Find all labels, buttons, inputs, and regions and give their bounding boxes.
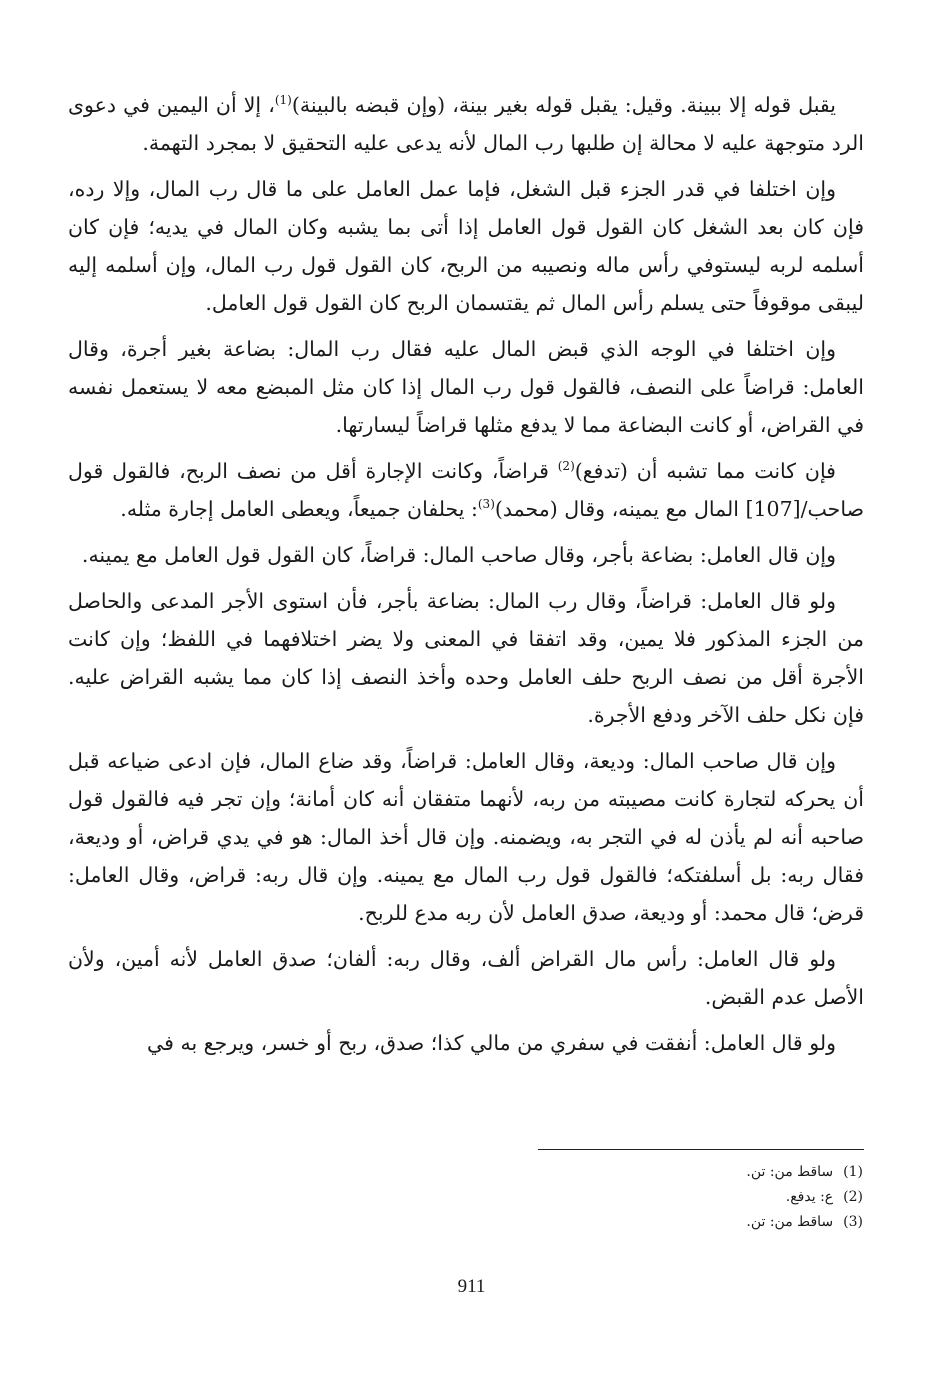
footnote-divider [538, 1149, 864, 1150]
footnote-item [463, 1210, 863, 1235]
footnote-ref: (2) [557, 459, 575, 474]
page-body [68, 86, 864, 1070]
paragraph: وإن قال صاحب المال: وديعة، وقال العامل: قراضاً، وقد ضاع المال، فإن ادعى ضياعه قبل أن يحركه لتجارة كانت مصيبته من ربه، لأنهما متفقان أنه كان أمانة؛ وإن تجر فيه فالقول قول صاحبه أنه لم يأذن له في التجر به، ويضمنه. وإن قال أخذ المال: هو في يدي قراض، أو وديعة، فقال ربه: بل أسلفتكه؛ فالقول قول رب المال مع يمينه. وإن قال ربه: قراض، وقال العامل: قرض؛ قال محمد: أو وديعة، صدق العامل لأن ربه مدع للربح. [68, 749, 864, 925]
paragraph: وإن اختلفا في قدر الجزء قبل الشغل، فإما عمل العامل على ما قال رب المال، وإلا رده، فإن كان بعد الشغل كان القول قول العامل إذا أتى بما يشبه وكان المال في يديه؛ فإن كان أسلمه لربه ليستوفي رأس ماله ونصيبه من الربح، كان القول قول رب المال، وإن أسلمه إليه ليبقى موقوفاً حتى يسلم رأس المال ثم يقتسمان الربح كان القول قول العامل. [68, 177, 864, 315]
footnotes [463, 1160, 863, 1235]
paragraph: فإن كانت مما تشبه أن (تدفع)$^{(2)}$ قراضاً، وكانت الإجارة أقل من نصف الربح، فالقول قول صاحب/[107] المال مع يمينه، وقال (محمد)$^{(3)}$: يحلفان جميعاً، ويعطى العامل إجارة مثله. [68, 459, 864, 521]
footnote-number: (1) [843, 1164, 863, 1180]
footnote-text: ع: يدفع. [785, 1189, 834, 1205]
footnote-ref: (3) [477, 497, 495, 512]
footnote-number: (3) [843, 1214, 863, 1230]
paragraph: وإن اختلفا في الوجه الذي قبض المال عليه فقال رب المال: بضاعة بغير أجرة، وقال العامل: قراضاً على النصف، فالقول قول رب المال إذا كان مثل المبضع معه لا يستعمل نفسه في القراض، أو كانت البضاعة مما لا يدفع مثلها قراضاً ليسارتها. [68, 337, 864, 437]
footnote-item [463, 1185, 863, 1210]
paragraph: يقبل قوله إلا ببينة. وقيل: يقبل قوله بغير بينة، (وإن قبضه بالبينة)$^{(1)}$، إلا أن اليمين في دعوى الرد متوجهة عليه لا محالة إن طلبها رب المال لأنه يدعى عليه التحقيق لا بمجرد التهمة. [68, 93, 864, 155]
paragraph: ولو قال العامل: أنفقت في سفري من مالي كذا؛ صدق، ربح أو خسر، ويرجع به في [147, 1031, 836, 1055]
paragraph: وإن قال العامل: بضاعة بأجر، وقال صاحب المال: قراضاً، كان القول قول العامل مع يمينه. [81, 543, 836, 567]
paragraph: ولو قال العامل: قراضاً، وقال رب المال: بضاعة بأجر، فأن استوى الأجر المدعى والحاصل من الجزء المذكور فلا يمين، وقد اتفقا في المعنى ولا يضر اختلافهما في اللفظ؛ وإن كانت الأجرة أقل من نصف الربح حلف العامل وحده وأخذ النصف إذا كان مما يشبه القراض عليه. فإن نكل حلف الآخر ودفع الأجرة. [68, 589, 864, 727]
footnote-ref: (1) [274, 93, 292, 108]
footnote-item [463, 1160, 863, 1185]
footnote-number: (2) [843, 1189, 863, 1205]
page-number: 911 [457, 1276, 486, 1297]
footnote-text: ساقط من: تن. [746, 1164, 834, 1180]
paragraph: ولو قال العامل: رأس مال القراض ألف، وقال ربه: ألفان؛ صدق العامل لأنه أمين، ولأن الأصل عدم القبض. [68, 947, 864, 1009]
footnote-text: ساقط من: تن. [746, 1214, 834, 1230]
